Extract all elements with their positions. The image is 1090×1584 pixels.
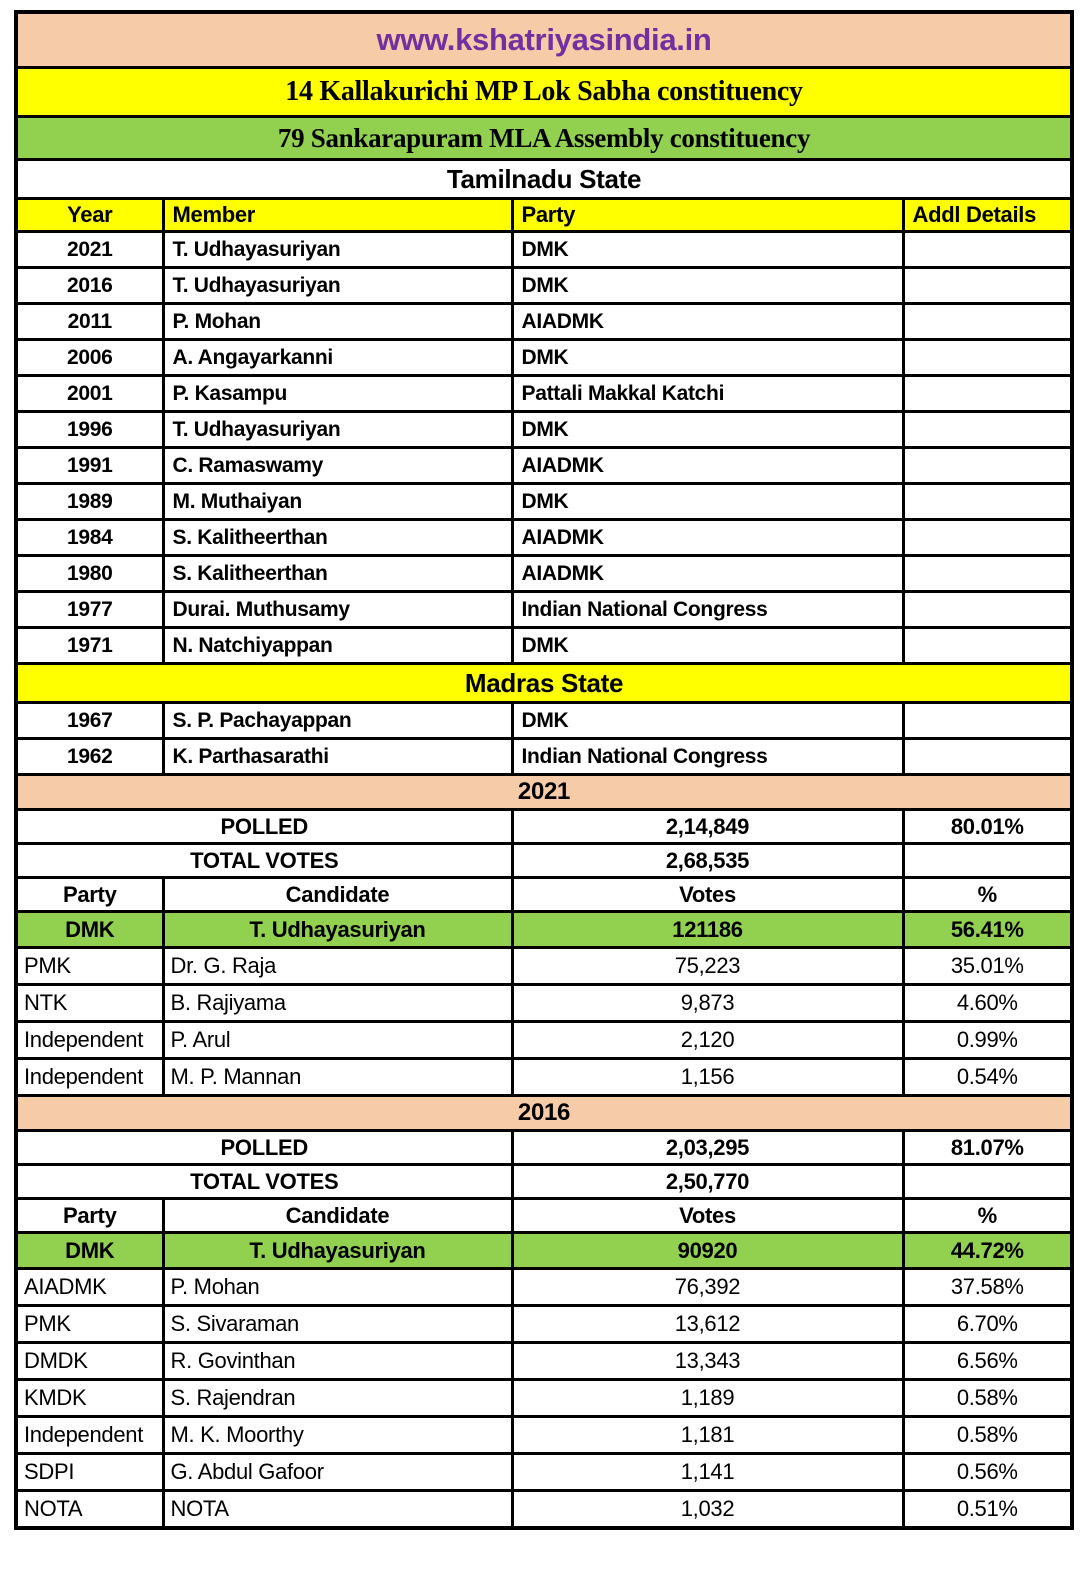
candidate-row: [16, 985, 1072, 1022]
site-url: www.kshatriyasindia.in: [16, 12, 1072, 68]
addl-details-cell: [903, 556, 1072, 592]
members-header-2: Party: [512, 199, 903, 232]
results-table: [14, 10, 1074, 1530]
member-row: [16, 304, 1072, 340]
total-votes-row: [16, 1165, 1072, 1199]
addl-details-cell: [903, 448, 1072, 484]
member-cell: M. Muthaiyan: [163, 484, 512, 520]
addl-details-cell: [903, 340, 1072, 376]
member-row: [16, 520, 1072, 556]
candidate-cell: M. P. Mannan: [163, 1059, 512, 1096]
state-band-row: [16, 664, 1072, 703]
member-cell: K. Parthasarathi: [163, 739, 512, 775]
results-header-row: [16, 1199, 1072, 1233]
candidate-row: [16, 1343, 1072, 1380]
results-header-2: Votes: [512, 878, 903, 912]
pct-cell: 37.58%: [903, 1269, 1072, 1306]
results-header-3: %: [903, 878, 1072, 912]
member-cell: C. Ramaswamy: [163, 448, 512, 484]
pct-cell: 4.60%: [903, 985, 1072, 1022]
party-cell: DMK: [512, 484, 903, 520]
candidate-row: [16, 1306, 1072, 1343]
votes-cell: 1,181: [512, 1417, 903, 1454]
party-cell: AIADMK: [512, 304, 903, 340]
candidate-row: [16, 1417, 1072, 1454]
year-cell: 2021: [16, 232, 163, 268]
winner-row: [16, 912, 1072, 948]
candidate-cell: R. Govinthan: [163, 1343, 512, 1380]
year-cell: 1967: [16, 703, 163, 739]
winner-votes-cell: 90920: [512, 1233, 903, 1269]
candidate-row: [16, 948, 1072, 985]
party-cell: DMK: [512, 268, 903, 304]
year-cell: 2011: [16, 304, 163, 340]
member-cell: N. Natchiyappan: [163, 628, 512, 664]
votes-cell: 13,612: [512, 1306, 903, 1343]
state-band-label: Tamilnadu State: [16, 160, 1072, 199]
party-cell: Independent: [16, 1059, 163, 1096]
member-row: [16, 412, 1072, 448]
addl-details-cell: [903, 232, 1072, 268]
year-cell: 1991: [16, 448, 163, 484]
addl-details-cell: [903, 304, 1072, 340]
party-cell: KMDK: [16, 1380, 163, 1417]
pct-cell: 0.58%: [903, 1417, 1072, 1454]
polled-pct: 81.07%: [903, 1131, 1072, 1165]
results-header-0: Party: [16, 1199, 163, 1233]
member-row: [16, 556, 1072, 592]
member-cell: P. Mohan: [163, 304, 512, 340]
pct-cell: 35.01%: [903, 948, 1072, 985]
votes-cell: 75,223: [512, 948, 903, 985]
candidate-cell: P. Mohan: [163, 1269, 512, 1306]
party-cell: DMK: [512, 340, 903, 376]
members-header-1: Member: [163, 199, 512, 232]
election-year-label: 2021: [16, 775, 1072, 810]
party-cell: AIADMK: [16, 1269, 163, 1306]
pct-cell: 6.56%: [903, 1343, 1072, 1380]
votes-cell: 13,343: [512, 1343, 903, 1380]
votes-cell: 1,156: [512, 1059, 903, 1096]
year-cell: 2006: [16, 340, 163, 376]
party-cell: Indian National Congress: [512, 739, 903, 775]
member-row: [16, 340, 1072, 376]
addl-details-cell: [903, 628, 1072, 664]
pct-cell: 0.99%: [903, 1022, 1072, 1059]
polled-votes: 2,14,849: [512, 810, 903, 844]
year-cell: 1971: [16, 628, 163, 664]
total-votes-row: [16, 844, 1072, 878]
winner-votes-cell: 121186: [512, 912, 903, 948]
candidate-cell: Dr. G. Raja: [163, 948, 512, 985]
total-votes-label: TOTAL VOTES: [16, 1165, 512, 1199]
addl-details-cell: [903, 703, 1072, 739]
party-cell: SDPI: [16, 1454, 163, 1491]
year-cell: 2016: [16, 268, 163, 304]
election-year-row: [16, 775, 1072, 810]
winner-candidate-cell: T. Udhayasuriyan: [163, 1233, 512, 1269]
total-votes-value: 2,68,535: [512, 844, 903, 878]
pct-cell: 0.54%: [903, 1059, 1072, 1096]
candidate-cell: B. Rajiyama: [163, 985, 512, 1022]
candidate-cell: S. Sivaraman: [163, 1306, 512, 1343]
votes-cell: 76,392: [512, 1269, 903, 1306]
candidate-row: [16, 1380, 1072, 1417]
votes-cell: 2,120: [512, 1022, 903, 1059]
results-header-2: Votes: [512, 1199, 903, 1233]
pct-cell: 0.56%: [903, 1454, 1072, 1491]
pct-cell: 0.51%: [903, 1491, 1072, 1529]
results-header-row: [16, 878, 1072, 912]
member-row: [16, 448, 1072, 484]
polled-pct: 80.01%: [903, 810, 1072, 844]
candidate-row: [16, 1022, 1072, 1059]
member-row: [16, 592, 1072, 628]
results-header-1: Candidate: [163, 1199, 512, 1233]
total-votes-value: 2,50,770: [512, 1165, 903, 1199]
party-cell: DMDK: [16, 1343, 163, 1380]
mla-constituency-row: [16, 117, 1072, 160]
winner-pct-cell: 56.41%: [903, 912, 1072, 948]
votes-cell: 1,141: [512, 1454, 903, 1491]
winner-pct-cell: 44.72%: [903, 1233, 1072, 1269]
party-cell: Independent: [16, 1022, 163, 1059]
votes-cell: 1,189: [512, 1380, 903, 1417]
member-cell: A. Angayarkanni: [163, 340, 512, 376]
polled-votes: 2,03,295: [512, 1131, 903, 1165]
party-cell: AIADMK: [512, 520, 903, 556]
pct-cell: 6.70%: [903, 1306, 1072, 1343]
total-votes-pct-empty: [903, 844, 1072, 878]
member-cell: Durai. Muthusamy: [163, 592, 512, 628]
candidate-cell: P. Arul: [163, 1022, 512, 1059]
year-cell: 1984: [16, 520, 163, 556]
polled-row: [16, 1131, 1072, 1165]
polled-label: POLLED: [16, 810, 512, 844]
results-header-1: Candidate: [163, 878, 512, 912]
member-cell: S. Kalitheerthan: [163, 556, 512, 592]
members-header-0: Year: [16, 199, 163, 232]
party-cell: PMK: [16, 1306, 163, 1343]
winner-candidate-cell: T. Udhayasuriyan: [163, 912, 512, 948]
candidate-cell: S. Rajendran: [163, 1380, 512, 1417]
candidate-cell: G. Abdul Gafoor: [163, 1454, 512, 1491]
candidate-row: [16, 1454, 1072, 1491]
addl-details-cell: [903, 484, 1072, 520]
addl-details-cell: [903, 520, 1072, 556]
party-cell: NOTA: [16, 1491, 163, 1529]
party-cell: Pattali Makkal Katchi: [512, 376, 903, 412]
candidate-row: [16, 1491, 1072, 1529]
mp-constituency-title: 14 Kallakurichi MP Lok Sabha constituency: [16, 68, 1072, 117]
winner-party-cell: DMK: [16, 1233, 163, 1269]
party-cell: Indian National Congress: [512, 592, 903, 628]
election-year-row: [16, 1096, 1072, 1131]
results-table-body: [16, 12, 1072, 1528]
election-sheet: [14, 10, 1074, 1530]
member-row: [16, 484, 1072, 520]
results-header-0: Party: [16, 878, 163, 912]
site-banner-row: [16, 12, 1072, 68]
year-cell: 2001: [16, 376, 163, 412]
total-votes-label: TOTAL VOTES: [16, 844, 512, 878]
member-row: [16, 703, 1072, 739]
candidate-row: [16, 1269, 1072, 1306]
election-year-label: 2016: [16, 1096, 1072, 1131]
member-cell: S. Kalitheerthan: [163, 520, 512, 556]
winner-row: [16, 1233, 1072, 1269]
candidate-row: [16, 1059, 1072, 1096]
member-row: [16, 739, 1072, 775]
state-band-row: [16, 160, 1072, 199]
member-row: [16, 628, 1072, 664]
winner-party-cell: DMK: [16, 912, 163, 948]
member-row: [16, 376, 1072, 412]
year-cell: 1977: [16, 592, 163, 628]
party-cell: DMK: [512, 628, 903, 664]
member-row: [16, 232, 1072, 268]
party-cell: AIADMK: [512, 556, 903, 592]
year-cell: 1996: [16, 412, 163, 448]
members-header-3: Addl Details: [903, 199, 1072, 232]
addl-details-cell: [903, 376, 1072, 412]
party-cell: DMK: [512, 703, 903, 739]
results-header-3: %: [903, 1199, 1072, 1233]
addl-details-cell: [903, 412, 1072, 448]
pct-cell: 0.58%: [903, 1380, 1072, 1417]
party-cell: DMK: [512, 412, 903, 448]
polled-row: [16, 810, 1072, 844]
members-header-row: [16, 199, 1072, 232]
member-cell: S. P. Pachayappan: [163, 703, 512, 739]
addl-details-cell: [903, 739, 1072, 775]
member-row: [16, 268, 1072, 304]
party-cell: PMK: [16, 948, 163, 985]
year-cell: 1980: [16, 556, 163, 592]
member-cell: T. Udhayasuriyan: [163, 412, 512, 448]
mla-constituency-title: 79 Sankarapuram MLA Assembly constituency: [16, 117, 1072, 160]
member-cell: T. Udhayasuriyan: [163, 232, 512, 268]
party-cell: AIADMK: [512, 448, 903, 484]
addl-details-cell: [903, 268, 1072, 304]
candidate-cell: M. K. Moorthy: [163, 1417, 512, 1454]
state-band-label: Madras State: [16, 664, 1072, 703]
year-cell: 1989: [16, 484, 163, 520]
polled-label: POLLED: [16, 1131, 512, 1165]
mp-constituency-row: [16, 68, 1072, 117]
party-cell: NTK: [16, 985, 163, 1022]
votes-cell: 1,032: [512, 1491, 903, 1529]
votes-cell: 9,873: [512, 985, 903, 1022]
year-cell: 1962: [16, 739, 163, 775]
member-cell: P. Kasampu: [163, 376, 512, 412]
member-cell: T. Udhayasuriyan: [163, 268, 512, 304]
candidate-cell: NOTA: [163, 1491, 512, 1529]
party-cell: DMK: [512, 232, 903, 268]
total-votes-pct-empty: [903, 1165, 1072, 1199]
addl-details-cell: [903, 592, 1072, 628]
party-cell: Independent: [16, 1417, 163, 1454]
